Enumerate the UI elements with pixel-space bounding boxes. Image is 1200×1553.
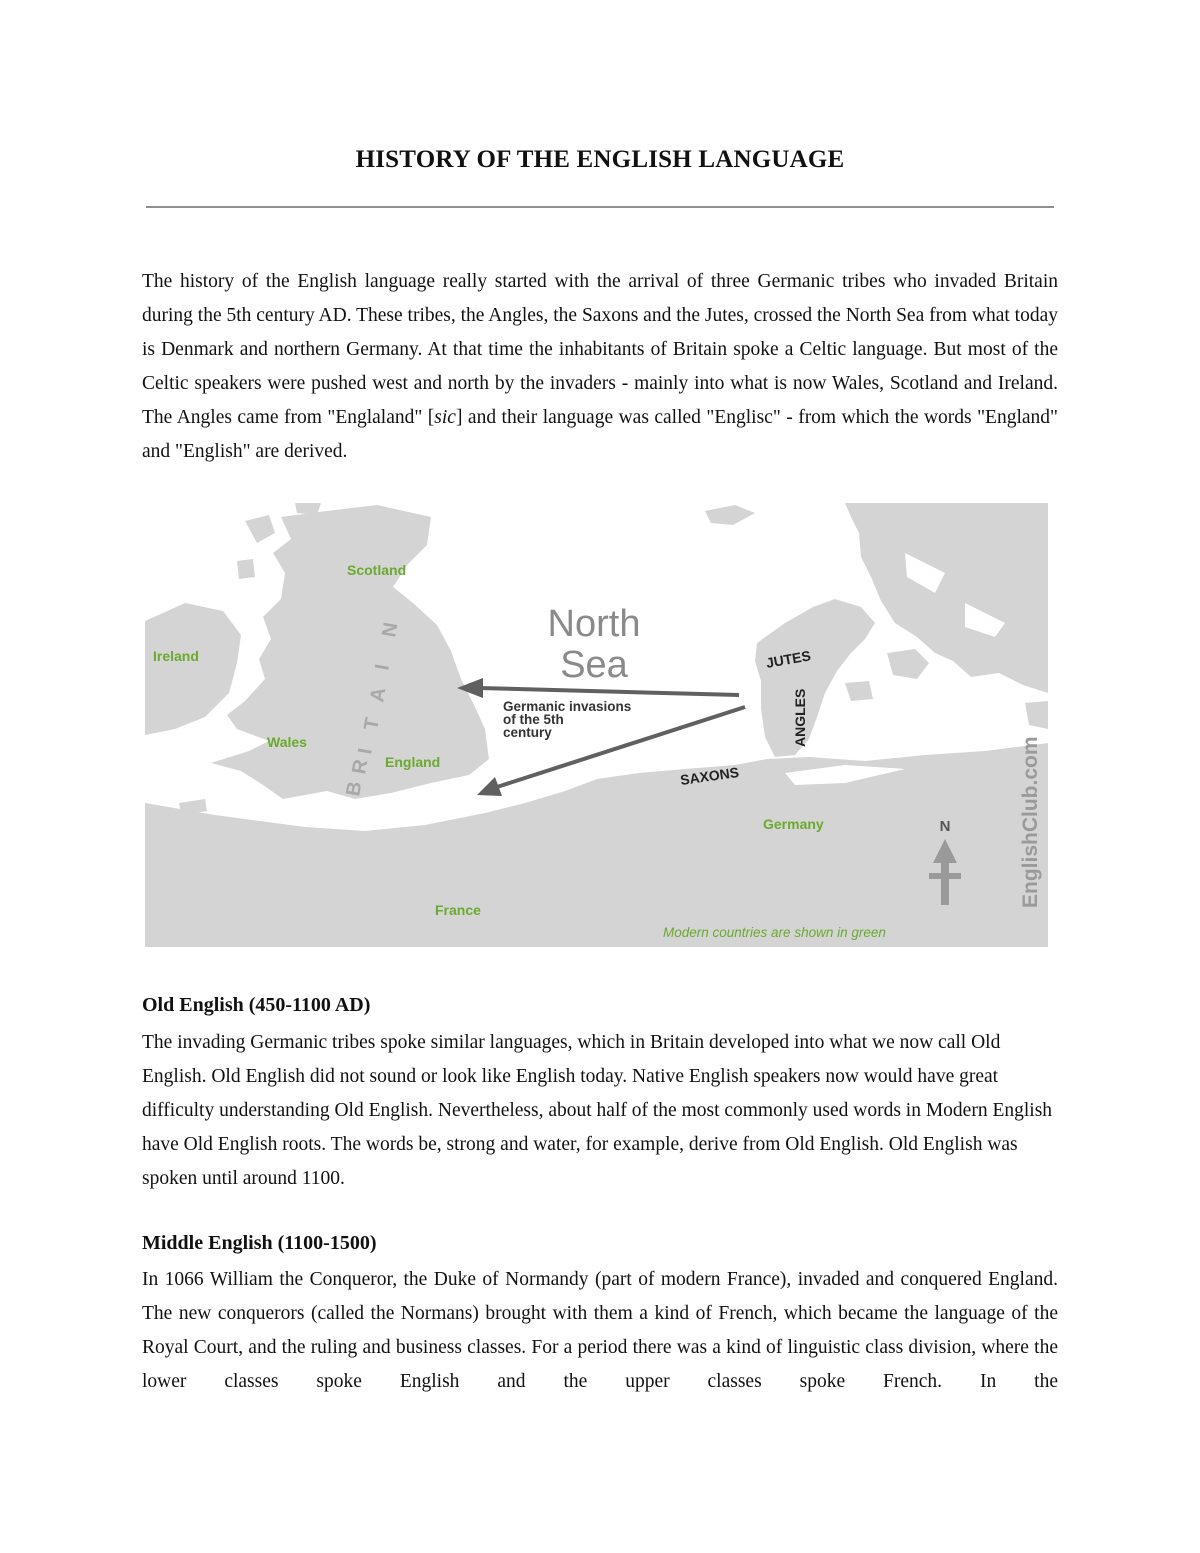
section-heading-old-english: Old English (450-1100 AD) bbox=[142, 994, 371, 1016]
section-heading-middle-english: Middle English (1100-1500) bbox=[142, 1232, 377, 1254]
compass-letter: N bbox=[939, 818, 951, 835]
britain-letter-5: A bbox=[366, 685, 391, 704]
map-label-england: England bbox=[385, 754, 441, 770]
map-label-ireland: Ireland bbox=[153, 648, 199, 664]
britain-letter-6: I bbox=[371, 662, 394, 672]
map-tribe-jutes: JUTES bbox=[764, 647, 812, 671]
arrow-caption-line2: of the 5th bbox=[503, 712, 564, 727]
map-watermark: EnglishClub.com bbox=[1019, 736, 1042, 908]
britain-letter-4: T bbox=[360, 716, 385, 732]
arrow-caption-line1: Germanic invasions bbox=[503, 699, 632, 714]
britain-letter-7: N bbox=[378, 620, 403, 639]
intro-paragraph bbox=[142, 265, 1058, 469]
map-tribe-saxons: SAXONS bbox=[679, 763, 740, 788]
page-title: HISTORY OF THE ENGLISH LANGUAGE bbox=[355, 146, 845, 173]
map-label-wales: Wales bbox=[267, 734, 307, 750]
map-label-scotland: Scotland bbox=[347, 562, 407, 578]
section-body-old-english: The invading Germanic tribes spoke similar languages, which in Britain developed into what we now call Old English. Old English did not sound or look like English today. Native English speakers now would have great difficulty understanding Old English. Nevertheless, about half of the most commonly used words in Modern English have Old English roots. The words be, strong and water, for example, derive from Old English. Old English was spoken until around 1100. bbox=[142, 1032, 1053, 1189]
germanic-invasions-map bbox=[145, 503, 1048, 947]
map-label-germany: Germany bbox=[763, 816, 824, 832]
map-sea-label-line2: Sea bbox=[560, 644, 628, 686]
section-body-middle-english: In 1066 William the Conqueror, the Duke of Normandy (part of modern France), invaded and conquered England. The new conquerors (called the Normans) brought with them a kind of French, which became the language of the Royal Court, and the ruling and business classes. For a period there was a kind of linguistic class division, where the lower classes spoke English and the upper classes spoke French. In the bbox=[142, 1269, 1058, 1392]
britain-letter-1: B bbox=[342, 779, 367, 798]
britain-letter-2: R bbox=[348, 757, 373, 776]
map-label-france: France bbox=[435, 902, 481, 918]
britain-letter-3: I bbox=[354, 746, 377, 756]
intro-tail: ] and their language was called "Englisc" - from which the words "England" and "English" are derived. bbox=[142, 407, 1058, 462]
map-tribe-angles: ANGLES bbox=[792, 688, 808, 747]
intro-lead: The history of the English language really started with the arrival of three Germanic tribes who invaded Britain during the 5th century AD. These tribes, the Angles, the Saxons and the Jutes, crossed the North Sea from what today is Denmark and northern Germany. At that time the inhabitants of Britain spoke a Celtic language. But most of the Celtic speakers were pushed west and north by the invaders - mainly into what is now Wales, Scotland and Ireland. The Angles came from "Englaland" [ bbox=[142, 271, 1058, 428]
map-sea-label-line1: North bbox=[547, 603, 641, 645]
title-divider bbox=[146, 206, 1054, 208]
intro-sic: sic bbox=[434, 407, 456, 428]
map-footnote: Modern countries are shown in green bbox=[663, 925, 886, 940]
arrow-caption-line3: century bbox=[503, 725, 552, 740]
